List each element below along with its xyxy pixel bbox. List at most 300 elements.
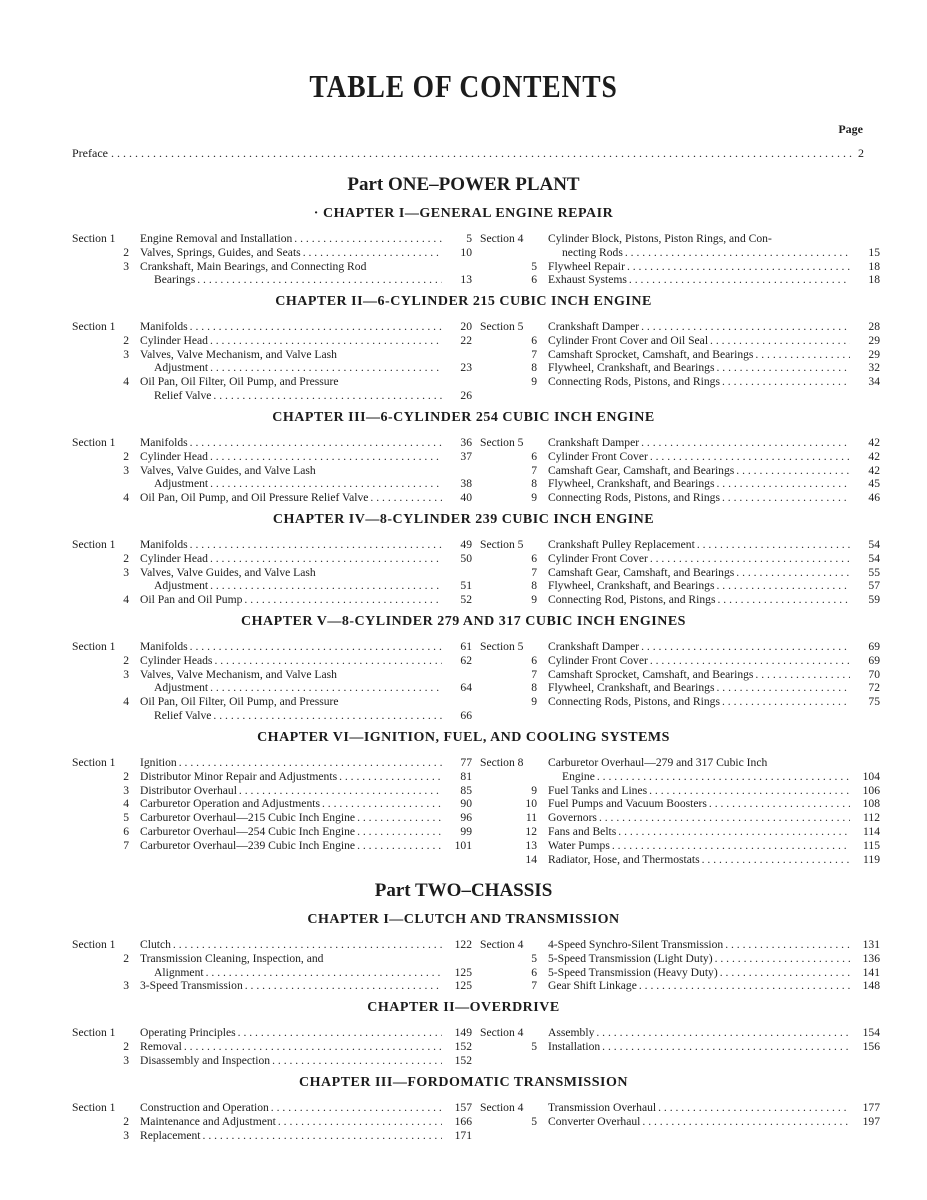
page-number: 156 [862, 1039, 880, 1053]
page-number: 171 [454, 1128, 472, 1142]
page-number: 66 [460, 708, 472, 722]
leader-dots [755, 348, 850, 362]
entry-title-wrap [548, 566, 850, 580]
toc-entry-line[interactable] [72, 938, 472, 952]
toc-entry-line[interactable] [72, 566, 472, 580]
entry-title: Engine Removal and Installation [140, 232, 293, 245]
leader-dots [755, 668, 850, 682]
leader-dots [210, 361, 442, 375]
entry-title: Construction and Operation [140, 1101, 269, 1114]
page-number: 77 [460, 756, 472, 769]
entry-title: Camshaft Gear, Camshaft, and Bearings [548, 463, 735, 477]
leader-dots [238, 1026, 442, 1040]
section-label: 9 [531, 783, 537, 797]
entry-title-wrap [140, 668, 442, 682]
page-number: 114 [863, 824, 880, 838]
toc-entry-line[interactable] [72, 1026, 472, 1040]
toc-entry-line[interactable] [480, 538, 880, 552]
page-number: 34 [868, 375, 880, 389]
toc-entry-line[interactable] [72, 695, 472, 709]
page-number: 125 [454, 979, 472, 993]
entry-title-wrap [140, 477, 442, 491]
leader-dots [190, 640, 442, 654]
toc-entry-line[interactable] [480, 756, 880, 770]
leader-dots [602, 1040, 850, 1054]
section-label: 2 [123, 1114, 129, 1128]
toc-entry-line[interactable] [480, 579, 880, 593]
page-number: 23 [460, 361, 472, 375]
entry-title: Manifolds [140, 640, 188, 653]
section-label: 8 [531, 579, 537, 593]
leader-dots [339, 770, 442, 784]
toc-entry-line[interactable] [72, 640, 472, 654]
toc-entry-line[interactable] [480, 552, 880, 566]
toc-entry-line[interactable] [72, 450, 472, 464]
section-label: 4 [123, 797, 129, 811]
entry-title: Manifolds [140, 436, 188, 449]
toc-entry-line[interactable] [72, 593, 472, 607]
entry-title-wrap [548, 273, 850, 287]
page-number: 18 [868, 259, 880, 273]
toc-entry-line[interactable] [72, 464, 472, 478]
entry-title-wrap [140, 1040, 442, 1054]
page-number: 106 [862, 783, 880, 797]
toc-entry-line[interactable] [72, 579, 472, 593]
section-label: 3 [123, 259, 129, 273]
section-label: Section 1 [72, 232, 116, 245]
toc-entry-line[interactable] [480, 1040, 880, 1054]
entry-title: Adjustment [154, 681, 209, 695]
entry-title-wrap [548, 361, 850, 375]
entry-title: Disassembly and Inspection [140, 1053, 271, 1067]
page-number: 157 [454, 1101, 472, 1114]
toc-left-column [72, 538, 472, 607]
toc-entry-line[interactable] [72, 348, 472, 362]
entry-title-wrap [140, 593, 442, 607]
leader-dots [641, 320, 850, 334]
page-number: 85 [460, 783, 472, 797]
toc-entry-line[interactable] [72, 1129, 472, 1143]
leader-dots [658, 1101, 850, 1115]
entry-title-wrap [140, 640, 442, 654]
entry-title-wrap [548, 375, 850, 389]
entry-title: Radiator, Hose, and Thermostats [548, 852, 700, 866]
entry-title-wrap [140, 232, 442, 246]
toc-entry-line[interactable] [480, 334, 880, 348]
toc-entry-line[interactable] [480, 320, 880, 334]
toc-entry-line[interactable] [480, 1115, 880, 1129]
toc-entry-line[interactable] [480, 593, 880, 607]
leader-dots [716, 579, 850, 593]
toc-entry-line[interactable] [480, 770, 880, 784]
entry-title: Camshaft Sprocket, Camshaft, and Bearings [548, 667, 754, 681]
leader-dots [203, 1129, 442, 1143]
leader-dots [210, 477, 442, 491]
leader-dots [173, 938, 442, 952]
entry-title-wrap [140, 389, 442, 403]
section-label: 10 [525, 797, 537, 811]
entry-title: Fans and Belts [548, 824, 617, 838]
toc-entry-line[interactable] [72, 491, 472, 505]
entry-title: Carburetor Overhaul—279 and 317 Cubic Inch [548, 756, 768, 769]
entry-title-wrap [140, 681, 442, 695]
page-number: 131 [862, 938, 880, 951]
chapter-heading: CHAPTER IV—8-CYLINDER 239 CUBIC INCH ENGINE [272, 512, 655, 527]
entry-title-wrap [140, 334, 442, 348]
entry-title-wrap [548, 491, 850, 505]
page-number: 50 [460, 551, 472, 565]
part-heading: Part TWO–CHASSIS [374, 880, 553, 901]
toc-entry-line[interactable] [72, 477, 472, 491]
entry-title: Engine [562, 769, 595, 783]
section-label: 8 [531, 361, 537, 375]
toc-entry-line[interactable] [480, 668, 880, 682]
toc-entry-line[interactable] [480, 477, 880, 491]
toc-entry-line[interactable] [480, 232, 880, 246]
toc-entry-line[interactable] [72, 784, 472, 798]
entry-title: Oil Pan, Oil Filter, Oil Pump, and Pressure [140, 375, 339, 389]
page-number: 54 [868, 551, 880, 565]
entry-title-wrap [548, 464, 850, 478]
leader-dots [717, 593, 850, 607]
page-number: 96 [460, 811, 472, 825]
chapter-heading: CHAPTER II—OVERDRIVE [367, 1000, 560, 1015]
leader-dots [725, 938, 850, 952]
entry-title: Flywheel, Crankshaft, and Bearings [548, 681, 715, 695]
section-label: 5 [531, 1114, 537, 1128]
entry-title: Crankshaft Damper [548, 436, 640, 449]
entry-title: Distributor Minor Repair and Adjustments [140, 769, 338, 783]
leader-dots [649, 784, 850, 798]
toc-entry-line[interactable] [480, 1026, 880, 1040]
entry-title: Carburetor Operation and Adjustments [140, 797, 320, 811]
entry-title-wrap [140, 811, 442, 825]
page-number: 51 [460, 579, 472, 593]
entry-title: 5-Speed Transmission (Heavy Duty) [548, 965, 718, 979]
section-label: 9 [531, 593, 537, 607]
entry-title: necting Rods [562, 245, 623, 259]
toc-entry-line[interactable] [480, 436, 880, 450]
leader-dots [357, 825, 442, 839]
toc-entry-line[interactable] [480, 797, 880, 811]
toc-entry-line[interactable] [480, 273, 880, 287]
section-label: Section 1 [72, 1026, 116, 1039]
toc-entry-line[interactable] [72, 825, 472, 839]
section-label: 9 [531, 695, 537, 709]
toc-entry-line[interactable] [480, 464, 880, 478]
entry-title-wrap [548, 1101, 850, 1115]
section-label: 7 [531, 463, 537, 477]
leader-dots [184, 1040, 442, 1054]
toc-entry-line[interactable] [72, 654, 472, 668]
leader-dots [213, 389, 442, 403]
toc-entry-line[interactable] [72, 979, 472, 993]
section-label: 2 [123, 769, 129, 783]
toc-left-column [72, 320, 472, 403]
section-label: 7 [531, 347, 537, 361]
toc-entry-line[interactable] [72, 668, 472, 682]
entry-title-wrap [548, 979, 850, 993]
section-label: 6 [123, 824, 129, 838]
toc-entry-line[interactable] [480, 811, 880, 825]
entry-title-wrap [140, 246, 442, 260]
toc-entry-line[interactable] [72, 966, 472, 980]
entry-title-wrap [548, 348, 850, 362]
entry-title-wrap [140, 1129, 442, 1143]
toc-right-column [480, 640, 880, 709]
entry-title: Cylinder Front Cover [548, 449, 648, 463]
toc-entry-line[interactable] [72, 538, 472, 552]
section-label: 4 [123, 491, 129, 505]
entry-title-wrap [140, 654, 442, 668]
toc-entry-line[interactable] [480, 979, 880, 993]
toc-entry-line[interactable] [480, 695, 880, 709]
section-label: 2 [123, 449, 129, 463]
toc-entry-line[interactable] [72, 232, 472, 246]
toc-entry-line[interactable] [480, 681, 880, 695]
entry-title: Clutch [140, 938, 171, 951]
section-label: 4 [123, 375, 129, 389]
page-number: 55 [868, 565, 880, 579]
entry-title-wrap [548, 436, 850, 450]
toc-entry-line[interactable] [72, 952, 472, 966]
entry-title: Crankshaft, Main Bearings, and Connecting Rod [140, 259, 367, 273]
entry-title-wrap [548, 593, 850, 607]
page-number: 32 [868, 361, 880, 375]
leader-dots [736, 566, 850, 580]
leader-dots [722, 375, 850, 389]
entry-title: Crankshaft Pulley Replacement [548, 538, 695, 551]
toc-entry-line[interactable] [72, 334, 472, 348]
leader-dots [709, 797, 850, 811]
chapter-heading: CHAPTER V—8-CYLINDER 279 AND 317 CUBIC INCH ENGINES [241, 614, 686, 629]
page-number: 36 [460, 436, 472, 449]
toc-entry-line[interactable] [72, 756, 472, 770]
entry-title: Transmission Cleaning, Inspection, and [140, 951, 324, 965]
section-label: Section 1 [72, 1101, 116, 1114]
entry-title-wrap [140, 952, 442, 966]
toc-entry-line[interactable] [480, 1101, 880, 1115]
toc-right-column [480, 756, 880, 866]
section-label: 3 [123, 979, 129, 993]
chapter-heading: CHAPTER III—FORDOMATIC TRANSMISSION [299, 1075, 628, 1090]
leader-dots [596, 1026, 850, 1040]
entry-title: Flywheel, Crankshaft, and Bearings [548, 477, 715, 491]
entry-title: Cylinder Head [140, 551, 208, 565]
section-label: 6 [531, 653, 537, 667]
entry-title-wrap [548, 938, 850, 952]
page-number: 141 [862, 965, 880, 979]
leader-dots [697, 538, 850, 552]
leader-dots [627, 260, 850, 274]
entry-title-wrap [140, 1115, 442, 1129]
section-label: 8 [531, 477, 537, 491]
page-number: 28 [868, 320, 880, 333]
entry-title: Manifolds [140, 320, 188, 333]
page-number: 26 [460, 388, 472, 402]
entry-title: Cylinder Front Cover and Oil Seal [548, 333, 709, 347]
entry-title-wrap [548, 579, 850, 593]
entry-title-wrap [548, 654, 850, 668]
toc-entry-line[interactable] [480, 952, 880, 966]
toc-entry-line[interactable] [72, 681, 472, 695]
page-number: 149 [454, 1026, 472, 1039]
entry-title: Connecting Rod, Pistons, and Rings [548, 593, 716, 607]
toc-left-column [72, 756, 472, 853]
section-label: Section 5 [480, 436, 524, 449]
toc-entry-line[interactable] [72, 770, 472, 784]
toc-entry-line[interactable] [72, 1101, 472, 1115]
entry-title-wrap [548, 320, 850, 334]
toc-entry-line[interactable] [480, 938, 880, 952]
section-label: Section 4 [480, 232, 524, 245]
toc-right-column [480, 232, 880, 287]
toc-entry-line[interactable] [72, 361, 472, 375]
toc-entry-line[interactable] [480, 640, 880, 654]
chapter-heading: CHAPTER III—6-CYLINDER 254 CUBIC INCH ENGINE [272, 410, 655, 425]
entry-title-wrap [140, 273, 442, 287]
page-number: 75 [868, 695, 880, 709]
section-label: 4 [123, 593, 129, 607]
toc-entry-line[interactable] [72, 389, 472, 403]
entry-title-wrap [140, 436, 442, 450]
entry-title: Cylinder Front Cover [548, 551, 648, 565]
toc-entry-line[interactable] [72, 375, 472, 389]
section-label: 6 [531, 273, 537, 287]
entry-title: Installation [548, 1039, 601, 1053]
leader-dots [370, 491, 442, 505]
toc-entry-line[interactable] [72, 1040, 472, 1054]
toc-entry-line[interactable] [480, 825, 880, 839]
entry-title-wrap [140, 491, 442, 505]
toc-entry-line[interactable] [72, 320, 472, 334]
entry-title-wrap [548, 695, 850, 709]
chapter-heading: CHAPTER I—CLUTCH AND TRANSMISSION [307, 912, 620, 927]
entry-title-wrap [548, 334, 850, 348]
section-label: 2 [123, 653, 129, 667]
entry-title-wrap [140, 1026, 442, 1040]
toc-entry-line[interactable] [480, 566, 880, 580]
toc-entry-line[interactable] [72, 1054, 472, 1068]
entry-title-wrap [140, 260, 442, 274]
section-label: 2 [123, 1039, 129, 1053]
toc-entry-line[interactable] [480, 450, 880, 464]
leader-dots [715, 952, 850, 966]
toc-entry-line[interactable] [480, 654, 880, 668]
entry-title: Adjustment [154, 477, 209, 491]
section-label: 3 [123, 783, 129, 797]
entry-title-wrap [140, 1101, 442, 1115]
entry-title: Cylinder Head [140, 333, 208, 347]
toc-entry-line[interactable] [72, 436, 472, 450]
entry-title: Transmission Overhaul [548, 1101, 657, 1114]
entry-title-wrap [548, 825, 850, 839]
toc-entry-line[interactable] [72, 273, 472, 287]
toc-entry-line[interactable] [72, 839, 472, 853]
page-number: 46 [868, 491, 880, 505]
preface-entry[interactable] [72, 146, 864, 161]
section-label: 14 [525, 852, 537, 866]
entry-title-wrap [140, 348, 442, 362]
page-number: 70 [868, 667, 880, 681]
toc-entry-line[interactable] [72, 811, 472, 825]
section-label: 6 [531, 551, 537, 565]
leader-dots [179, 756, 442, 770]
entry-title-wrap [548, 232, 850, 246]
entry-title: Camshaft Gear, Camshaft, and Bearings [548, 565, 735, 579]
section-label: 3 [123, 1128, 129, 1142]
toc-entry-line[interactable] [72, 260, 472, 274]
section-label: 3 [123, 463, 129, 477]
entry-title: Adjustment [154, 361, 209, 375]
leader-dots [322, 797, 442, 811]
leader-dots [641, 640, 850, 654]
toc-left-column [72, 436, 472, 505]
toc-right-column [480, 538, 880, 607]
entry-title: Crankshaft Damper [548, 320, 640, 333]
toc-entry-line[interactable] [480, 853, 880, 867]
toc-entry-line[interactable] [72, 1115, 472, 1129]
entry-title: Flywheel Repair [548, 259, 625, 273]
section-label: Section 1 [72, 320, 116, 333]
page-number: 69 [868, 653, 880, 667]
page-number: 5 [466, 232, 472, 245]
entry-title-wrap [140, 579, 442, 593]
page-number: 15 [868, 245, 880, 259]
entry-title-wrap [548, 839, 850, 853]
toc-entry-line[interactable] [480, 966, 880, 980]
section-label: 3 [123, 1053, 129, 1067]
entry-title: Carburetor Overhaul—215 Cubic Inch Engine [140, 811, 356, 825]
toc-left-column [72, 1101, 472, 1142]
toc-entry-line[interactable] [480, 375, 880, 389]
entry-title: Alignment [154, 965, 204, 979]
toc-entry-line[interactable] [72, 797, 472, 811]
entry-title-wrap [548, 784, 850, 798]
leader-dots [206, 966, 442, 980]
toc-entry-line[interactable] [72, 246, 472, 260]
page-number: 122 [454, 938, 472, 951]
toc-entry-line[interactable] [480, 784, 880, 798]
section-label: Section 1 [72, 538, 116, 551]
toc-entry-line[interactable] [480, 348, 880, 362]
toc-entry-line[interactable] [72, 552, 472, 566]
entry-title: Crankshaft Damper [548, 640, 640, 653]
toc-entry-line[interactable] [480, 839, 880, 853]
leader-dots [736, 464, 850, 478]
leader-dots [190, 436, 442, 450]
toc-entry-line[interactable] [72, 709, 472, 723]
section-label: Section 1 [72, 436, 116, 449]
entry-title: Carburetor Overhaul—239 Cubic Inch Engine [140, 838, 356, 852]
section-label: 2 [123, 951, 129, 965]
entry-title-wrap [548, 1040, 850, 1054]
toc-entry-line[interactable] [480, 361, 880, 375]
section-label: Section 4 [480, 1101, 524, 1114]
toc-entry-line[interactable] [480, 491, 880, 505]
page-number: 112 [863, 811, 880, 825]
entry-title: Cylinder Head [140, 449, 208, 463]
section-label: 5 [531, 259, 537, 273]
page-number: 101 [454, 838, 472, 852]
entry-title-wrap [548, 853, 850, 867]
toc-entry-line[interactable] [480, 246, 880, 260]
entry-title-wrap [548, 552, 850, 566]
entry-title-wrap [140, 361, 442, 375]
page-number: 119 [863, 852, 880, 866]
toc-entry-line[interactable] [480, 260, 880, 274]
toc-right-column [480, 320, 880, 389]
